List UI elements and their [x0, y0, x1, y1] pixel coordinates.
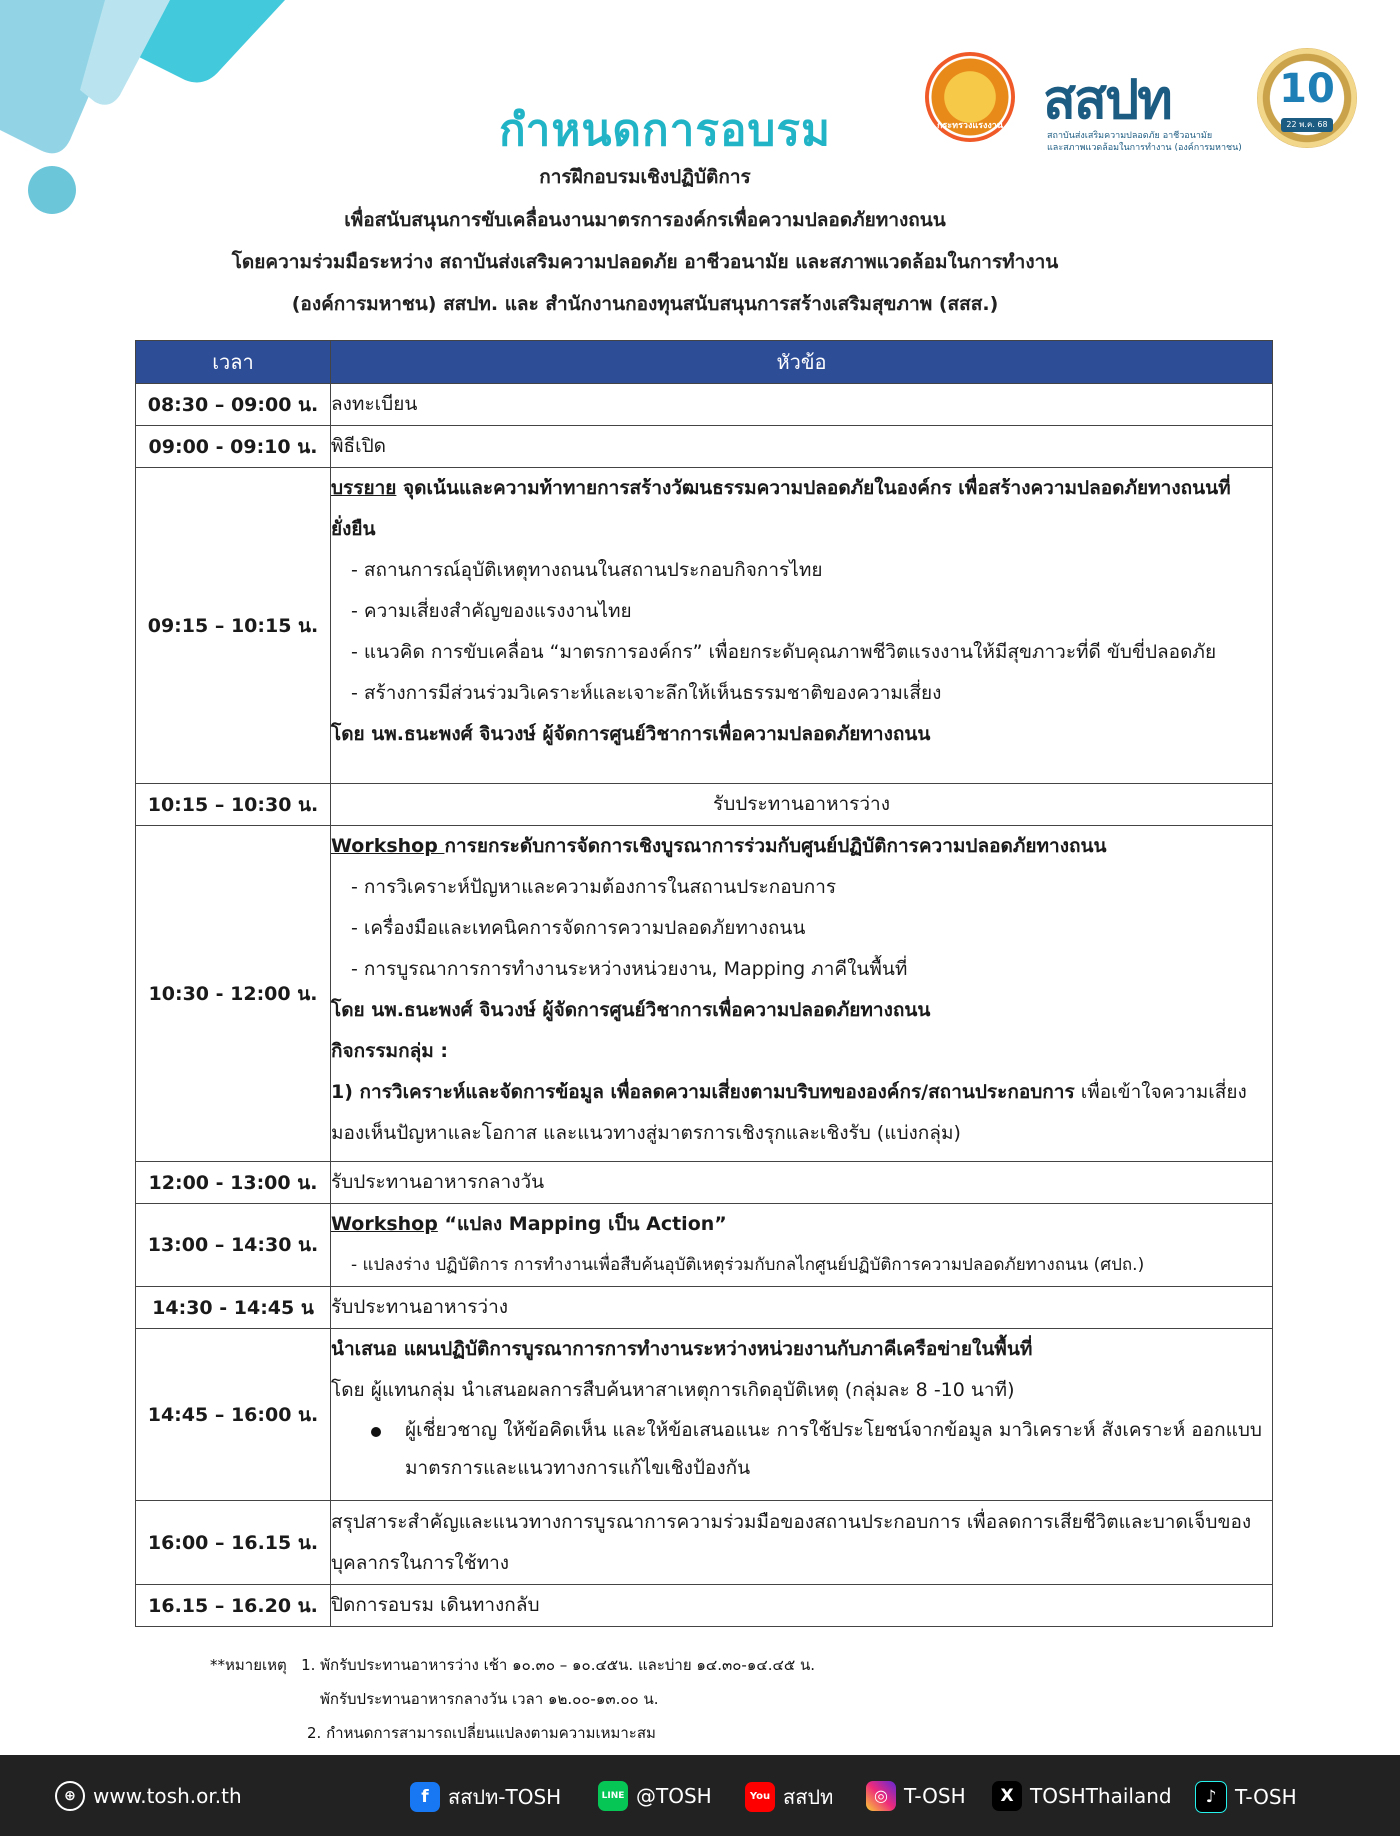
subtitle-1: การฝึกอบรมเชิงปฏิบัติการ	[539, 166, 751, 188]
time-cell: 09:00 - 09:10 น.	[136, 426, 331, 468]
topic-cell: รับประทานอาหารว่าง	[331, 784, 1273, 826]
time-cell: 10:30 - 12:00 น.	[136, 826, 331, 1162]
notes-label: **หมายเหตุ	[210, 1656, 287, 1674]
time-cell: 08:30 – 09:00 น.	[136, 384, 331, 426]
table-row	[136, 426, 1273, 468]
footer-line[interactable]	[598, 1781, 712, 1811]
note-1: 1. พักรับประทานอาหารว่าง เช้า ๑๐.๓๐ – ๑๐.๔๕น. และบ่าย ๑๔.๓๐-๑๔.๔๕ น.	[301, 1656, 815, 1674]
ministry-logo-caption: กระทรวงแรงงาน	[937, 121, 1003, 131]
instagram-icon: ◎	[866, 1781, 896, 1811]
subtitle-3: โดยความร่วมมือระหว่าง สถาบันส่งเสริมความปลอดภัย อาชีวอนามัย และสภาพแวดล้อมในการทำงาน	[231, 251, 1059, 273]
x-text: TOSHThailand	[1030, 1784, 1172, 1808]
workshop-label: Workshop	[331, 835, 445, 857]
workshop-title: “แปลง Mapping เป็น Action”	[437, 1213, 727, 1235]
list-item: - แปลงร่าง ปฏิบัติการ การทำงานเพื่อสืบค้นอุบัติเหตุร่วมกับกลไกศูนย์ปฏิบัติการความปลอดภัยทางถนน (ศปถ.)	[351, 1255, 1145, 1275]
tiktok-text: T-OSH	[1235, 1785, 1297, 1809]
topic-cell	[331, 468, 1273, 784]
table-row	[136, 826, 1273, 1162]
bullet-dot-icon	[371, 1427, 381, 1437]
bullet-item	[331, 1411, 1272, 1487]
footer-x[interactable]	[992, 1781, 1172, 1811]
footer-website[interactable]	[55, 1781, 242, 1811]
globe-icon: ⊕	[55, 1781, 85, 1811]
table-row	[136, 468, 1273, 784]
footer-facebook[interactable]	[410, 1781, 561, 1813]
topic-cell	[331, 1204, 1273, 1287]
table-row	[136, 384, 1273, 426]
topic-cell: พิธีเปิด	[331, 426, 1273, 468]
anniversary-number: 10	[1279, 66, 1335, 112]
table-row	[136, 1329, 1273, 1501]
table-row	[136, 1204, 1273, 1287]
time-cell: 12:00 - 13:00 น.	[136, 1162, 331, 1204]
workshop-title: การยกระดับการจัดการเชิงบูรณาการร่วมกับศูนย์ปฏิบัติการความปลอดภัยทางถนน	[444, 835, 1107, 857]
table-row	[136, 784, 1273, 826]
time-cell: 10:15 – 10:30 น.	[136, 784, 331, 826]
note-2: 2. กำหนดการสามารถเปลี่ยนแปลงตามความเหมาะสม	[307, 1724, 656, 1742]
time-cell: 09:15 – 10:15 น.	[136, 468, 331, 784]
tosh-logo-line1: สถาบันส่งเสริมความปลอดภัย อาชีวอนามัย	[1047, 131, 1213, 141]
list-item: - สร้างการมีส่วนร่วมวิเคราะห์และเจาะลึกให้เห็นธรรมชาติของความเสี่ยง	[351, 682, 942, 704]
table-row	[136, 1585, 1273, 1627]
facebook-icon: f	[410, 1782, 440, 1812]
bullet-text: ผู้เชี่ยวชาญ ให้ข้อคิดเห็น และให้ข้อเสนอแนะ การใช้ประโยชน์จากข้อมูล มาวิเคราะห์ สังเคราะห์ ออกแบบมาตรการและแนวทางการแก้ไขเชิงป้องกัน	[405, 1419, 1262, 1479]
lecture-heading	[331, 468, 1272, 550]
topic-cell: ปิดการอบรม เดินทางกลับ	[331, 1585, 1273, 1627]
group-activity-title: 1) การวิเคราะห์และจัดการข้อมูล เพื่อลดความเสี่ยงตามบริบทขององค์กร/สถานประกอบการ	[331, 1081, 1075, 1103]
workshop-heading	[331, 826, 1272, 867]
notes-section	[210, 1648, 815, 1750]
list-item: - การวิเคราะห์ปัญหาและความต้องการในสถานประกอบการ	[351, 876, 837, 898]
table-row	[136, 1287, 1273, 1329]
tiktok-icon: ♪	[1195, 1781, 1227, 1813]
speaker-line: โดย นพ.ธนะพงศ์ จินวงษ์ ผู้จัดการศูนย์วิชาการเพื่อความปลอดภัยทางถนน	[331, 999, 931, 1021]
table-row	[136, 1162, 1273, 1204]
x-icon: X	[992, 1781, 1022, 1811]
workshop-label: Workshop	[331, 1213, 438, 1235]
table-header-row	[136, 341, 1273, 384]
group-activity-label: กิจกรรมกลุ่ม :	[331, 1040, 448, 1062]
presentation-heading: นำเสนอ แผนปฏิบัติการบูรณาการการทำงานระหว่างหน่วยงานกับภาคีเครือข่ายในพื้นที่	[331, 1338, 1033, 1360]
note-row-1	[210, 1648, 815, 1682]
schedule-table	[135, 340, 1273, 1627]
presenter-line: โดย ผู้แทนกลุ่ม นำเสนอผลการสืบค้นหาสาเหตุการเกิดอุบัติเหตุ (กลุ่มละ 8 -10 นาที)	[331, 1379, 1015, 1401]
line-text: @TOSH	[636, 1784, 712, 1808]
youtube-icon: You	[745, 1782, 775, 1812]
anniversary-date: 22 พ.ค. 68	[1281, 118, 1333, 132]
group-activity	[331, 1072, 1272, 1154]
list-item: - แนวคิด การขับเคลื่อน “มาตรการองค์กร” เพื่อยกระดับคุณภาพชีวิตแรงงานให้มีสุขภาวะที่ดี ขับขี่ปลอดภัย	[351, 641, 1217, 663]
facebook-text: สสปท-TOSH	[448, 1785, 562, 1809]
col-header-time: เวลา	[136, 341, 331, 384]
lecture-title: จุดเน้นและความท้าทายการสร้างวัฒนธรรมความปลอดภัยในองค์กร เพื่อสร้างความปลอดภัยทางถนนที่ยั่งยืน	[331, 477, 1231, 540]
group-activity-detail: เพื่อเข้าใจความเสี่ยง มองเห็นปัญหาและโอกาส และแนวทางสู่มาตรการเชิงรุกและเชิงรับ (แบ่งกลุ่ม)	[331, 1081, 1247, 1144]
list-item: - สถานการณ์อุบัติเหตุทางถนนในสถานประกอบกิจการไทย	[351, 559, 823, 581]
website-text: www.tosh.or.th	[93, 1784, 242, 1808]
tosh-logo-mark: สสปท	[1043, 68, 1171, 131]
page-title: กำหนดการอบรม	[499, 105, 831, 156]
subtitle-4: (องค์การมหาชน) สสปท. และ สำนักงานกองทุนสนับสนุนการสร้างเสริมสุขภาพ (สสส.)	[291, 293, 999, 315]
subtitle-2: เพื่อสนับสนุนการขับเคลื่อนงานมาตรการองค์กรเพื่อความปลอดภัยทางถนน	[344, 209, 946, 231]
instagram-text: T-OSH	[904, 1784, 966, 1808]
list-item: - เครื่องมือและเทคนิคการจัดการความปลอดภัยทางถนน	[351, 917, 806, 939]
topic-cell	[331, 826, 1273, 1162]
time-cell: 16.15 – 16.20 น.	[136, 1585, 331, 1627]
table-row	[136, 1501, 1273, 1585]
time-cell: 13:00 – 14:30 น.	[136, 1204, 331, 1287]
topic-cell: รับประทานอาหารว่าง	[331, 1287, 1273, 1329]
list-item: - การบูรณาการการทำงานระหว่างหน่วยงาน, Mapping ภาคีในพื้นที่	[351, 958, 908, 980]
footer-youtube[interactable]	[745, 1781, 833, 1813]
time-cell: 14:30 - 14:45 น	[136, 1287, 331, 1329]
tosh-logo-line2: และสภาพแวดล้อมในการทำงาน (องค์การมหาชน)	[1047, 143, 1242, 153]
line-icon: LINE	[598, 1781, 628, 1811]
topic-cell: สรุปสาระสำคัญและแนวทางการบูรณาการความร่วมมือของสถานประกอบการ เพื่อลดการเสียชีวิตและบาดเจ็บของบุคลากรในการใช้ทาง	[331, 1501, 1273, 1585]
note-1b: พักรับประทานอาหารกลางวัน เวลา ๑๒.๐๐-๑๓.๐๐ น.	[320, 1690, 659, 1708]
footer-instagram[interactable]	[866, 1781, 966, 1811]
speaker-line: โดย นพ.ธนะพงศ์ จินวงษ์ ผู้จัดการศูนย์วิชาการเพื่อความปลอดภัยทางถนน	[331, 723, 931, 745]
time-cell: 16:00 – 16.15 น.	[136, 1501, 331, 1585]
col-header-topic: หัวข้อ	[331, 341, 1273, 384]
workshop-heading	[331, 1204, 1272, 1245]
list-item: - ความเสี่ยงสำคัญของแรงงานไทย	[351, 600, 632, 622]
topic-cell	[331, 1329, 1273, 1501]
topic-cell: รับประทานอาหารกลางวัน	[331, 1162, 1273, 1204]
footer-bar	[0, 1755, 1400, 1836]
footer-tiktok[interactable]	[1195, 1781, 1297, 1813]
time-cell: 14:45 – 16:00 น.	[136, 1329, 331, 1501]
lecture-label: บรรยาย	[331, 477, 397, 499]
topic-cell: ลงทะเบียน	[331, 384, 1273, 426]
youtube-text: สสปท	[783, 1785, 834, 1809]
